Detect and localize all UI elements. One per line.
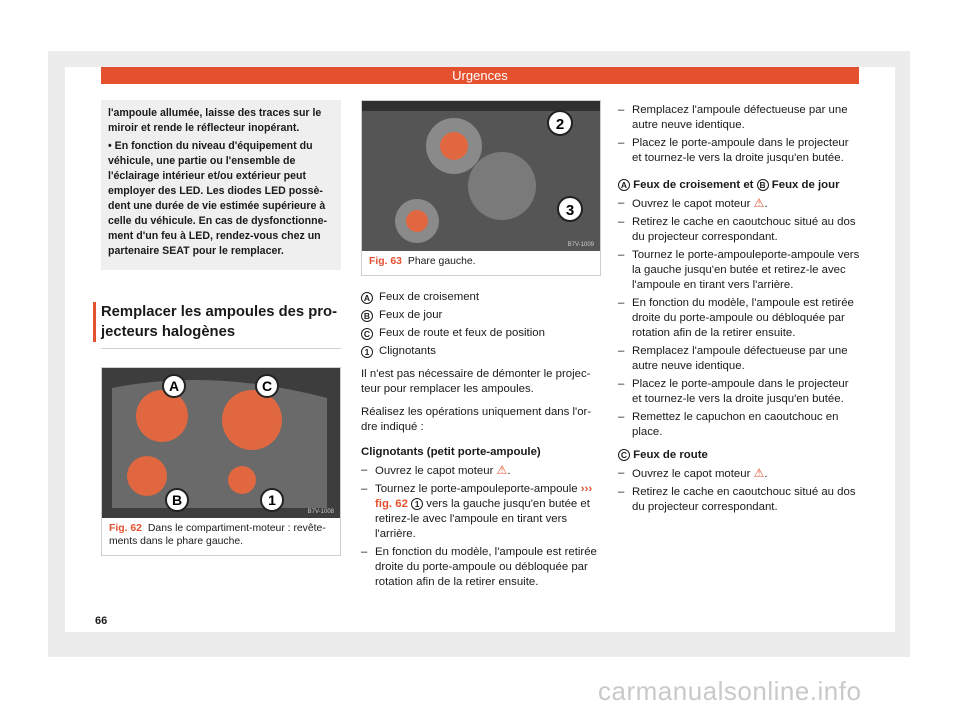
headlight-closeup-illustration (362, 101, 600, 251)
page-number: 66 (95, 615, 108, 627)
step-item: – Placez le porte-ampoule dans le projecteur et tournez-le vers la droite jusqu'en butée. (618, 136, 860, 166)
marker-a: A (168, 378, 180, 394)
step-item: – Remplacez l'ampoule défectueuse par une autre neuve identique. (618, 103, 860, 133)
step-item: – Retirez le cache en caoutchouc situé au dos du projecteur correspondant. (618, 485, 860, 515)
figure-caption: Fig. 63 Phare gauche. (369, 256, 476, 267)
step-item: – Tournez le porte-ampouleporte-ampoule vers la gauche jusqu'en butée et retirez-le avec l'ampoule en tirant vers l'arrière. (618, 248, 860, 293)
column-middle (361, 100, 601, 590)
headlight-back-illustration (102, 368, 340, 518)
figure-label: Fig. 63 (369, 256, 402, 267)
step-item: – Ouvrez le capot moteur ⚠. (361, 463, 601, 479)
marker-3: 3 (565, 202, 575, 219)
step-item: – En fonction du modèle, l'ampoule est retirée droite du porte-ampoule ou débloquée par rotation afin de la retirer ensuite. (361, 545, 601, 590)
note-box (101, 100, 341, 270)
step-item: – Remplacez l'ampoule défectueuse par une autre neuve identique. (618, 344, 860, 374)
figure-62 (101, 367, 341, 556)
step-item: – Ouvrez le capot moteur ⚠. (618, 466, 860, 482)
step-list (618, 196, 860, 440)
step-list (618, 466, 860, 515)
subheading: Clignotants (petit porte-ampoule) (361, 446, 541, 458)
figure-caption: Fig. 62 Dans le compartiment-moteur : revête-ments dans le phare gauche. (109, 523, 326, 547)
step-item: – En fonction du modèle, l'ampoule est retirée droite du porte-ampoule ou débloquée par rotation afin de la retirer ensuite. (618, 296, 860, 341)
headlight-closeup-image (362, 101, 600, 251)
legend-item: B Feux de jour (361, 308, 601, 323)
marker-2: 2 (555, 116, 565, 133)
step-item: – Retirez le cache en caoutchouc situé au dos du projecteur correspondant. (618, 215, 860, 245)
bulb-cover-c (222, 390, 282, 450)
column-right (618, 100, 860, 515)
step-item: – Tournez le porte-ampouleporte-ampoule ››› fig. 62 1 vers la gauche jusqu'en butée et retirez-le avec l'ampoule en tirant vers l'arrière. (361, 482, 601, 542)
step-list (618, 103, 860, 166)
reference-number: 1 (411, 498, 423, 510)
step-item: – Placez le porte-ampoule dans le projecteur et tournez-le vers la droite jusqu'en butée. (618, 377, 860, 407)
marker-1: 1 (268, 492, 276, 508)
figure-code: B7V-1009 (567, 242, 594, 248)
figure-63 (361, 100, 601, 276)
step-item: – Ouvrez le capot moteur ⚠. (618, 196, 860, 212)
section-title: Remplacer les ampoules des pro-jecteurs halogènes (101, 302, 341, 349)
figure-code: B7V-1008 (307, 509, 334, 515)
marker-c: C (261, 378, 273, 394)
body-paragraph: Il n'est pas nécessaire de démonter le projec-teur pour remplacer les ampoules. (361, 368, 591, 395)
subheading: A Feux de croisement et B Feux de jour (618, 178, 860, 193)
subheading: C Feux de route (618, 448, 860, 463)
column-left (101, 100, 341, 556)
step-list (361, 463, 601, 590)
warning-icon: ⚠ (753, 196, 765, 210)
warning-icon: ⚠ (753, 466, 765, 480)
step-item: – Remettez le capuchon en caoutchouc en place. (618, 410, 860, 440)
legend-item: C Feux de route et feux de position (361, 326, 601, 341)
legend-list (361, 290, 601, 359)
note-paragraph: • En fonction du niveau d'équipement du véhicule, une partie ou l'ensemble de l'éclairage intérieur et/ou extérieur peut employer des LED. Les diodes LED possè-dent une durée de vie estimée supérieure à celle du véhicule. En cas de dysfonctionne-ment d'un feu à LED, rendez-vous chez un partenaire SEAT pour le remplacer. (108, 140, 327, 257)
legend-item: A Feux de croisement (361, 290, 601, 305)
figure-label: Fig. 62 (109, 523, 142, 534)
body-paragraph: Réalisez les opérations uniquement dans l'or-dre indiqué : (361, 406, 592, 433)
figure-link[interactable]: ››› fig. 62 (375, 483, 593, 510)
bulb-cover-a (136, 390, 188, 442)
note-paragraph: l'ampoule allumée, laisse des traces sur le miroir et rende le réflecteur inopérant. (108, 107, 322, 134)
headlight-back-image (102, 368, 340, 518)
warning-icon: ⚠ (496, 463, 508, 477)
chapter-header: Urgences (101, 67, 859, 84)
legend-item: 1 Clignotants (361, 344, 601, 359)
watermark: carmanualsonline.info (598, 676, 862, 706)
bulb-holder-1 (228, 466, 256, 494)
section-accent-bar (93, 302, 96, 342)
marker-b: B (171, 492, 183, 508)
bulb-cover-b (127, 456, 167, 496)
